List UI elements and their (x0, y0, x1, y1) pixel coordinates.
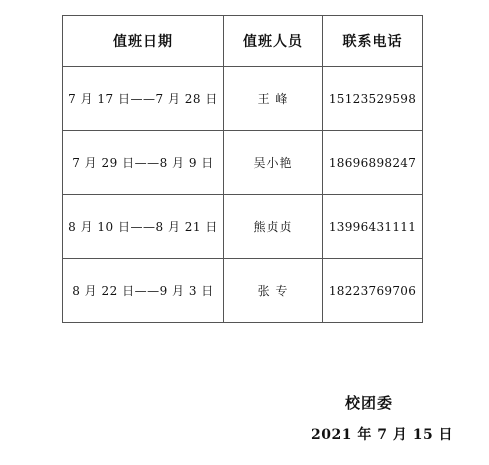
duty-date-cell: 8 月 10 日——8 月 21 日 (63, 195, 224, 259)
table-row (63, 195, 423, 259)
contact-phone-cell: 15123529598 (323, 67, 423, 131)
contact-phone-cell: 18223769706 (323, 259, 423, 323)
issuing-organization: 校团委 (345, 394, 394, 412)
contact-phone-cell: 13996431111 (323, 195, 423, 259)
duty-schedule-table (62, 15, 423, 323)
duty-person-cell: 熊贞贞 (224, 195, 323, 259)
header-contact-phone: 联系电话 (323, 16, 423, 67)
table-row (63, 131, 423, 195)
issue-date: 2021 年 7 月 15 日 (311, 427, 454, 443)
duty-date-cell: 7 月 29 日——8 月 9 日 (63, 131, 224, 195)
table-row (63, 67, 423, 131)
table-header-row (63, 16, 423, 67)
duty-person-cell: 王 峰 (224, 67, 323, 131)
duty-person-cell: 吴小艳 (224, 131, 323, 195)
table-row (63, 259, 423, 323)
contact-phone-cell: 18696898247 (323, 131, 423, 195)
header-duty-date: 值班日期 (63, 16, 224, 67)
header-duty-person: 值班人员 (224, 16, 323, 67)
duty-person-cell: 张 专 (224, 259, 323, 323)
duty-date-cell: 7 月 17 日——7 月 28 日 (63, 67, 224, 131)
duty-date-cell: 8 月 22 日——9 月 3 日 (63, 259, 224, 323)
